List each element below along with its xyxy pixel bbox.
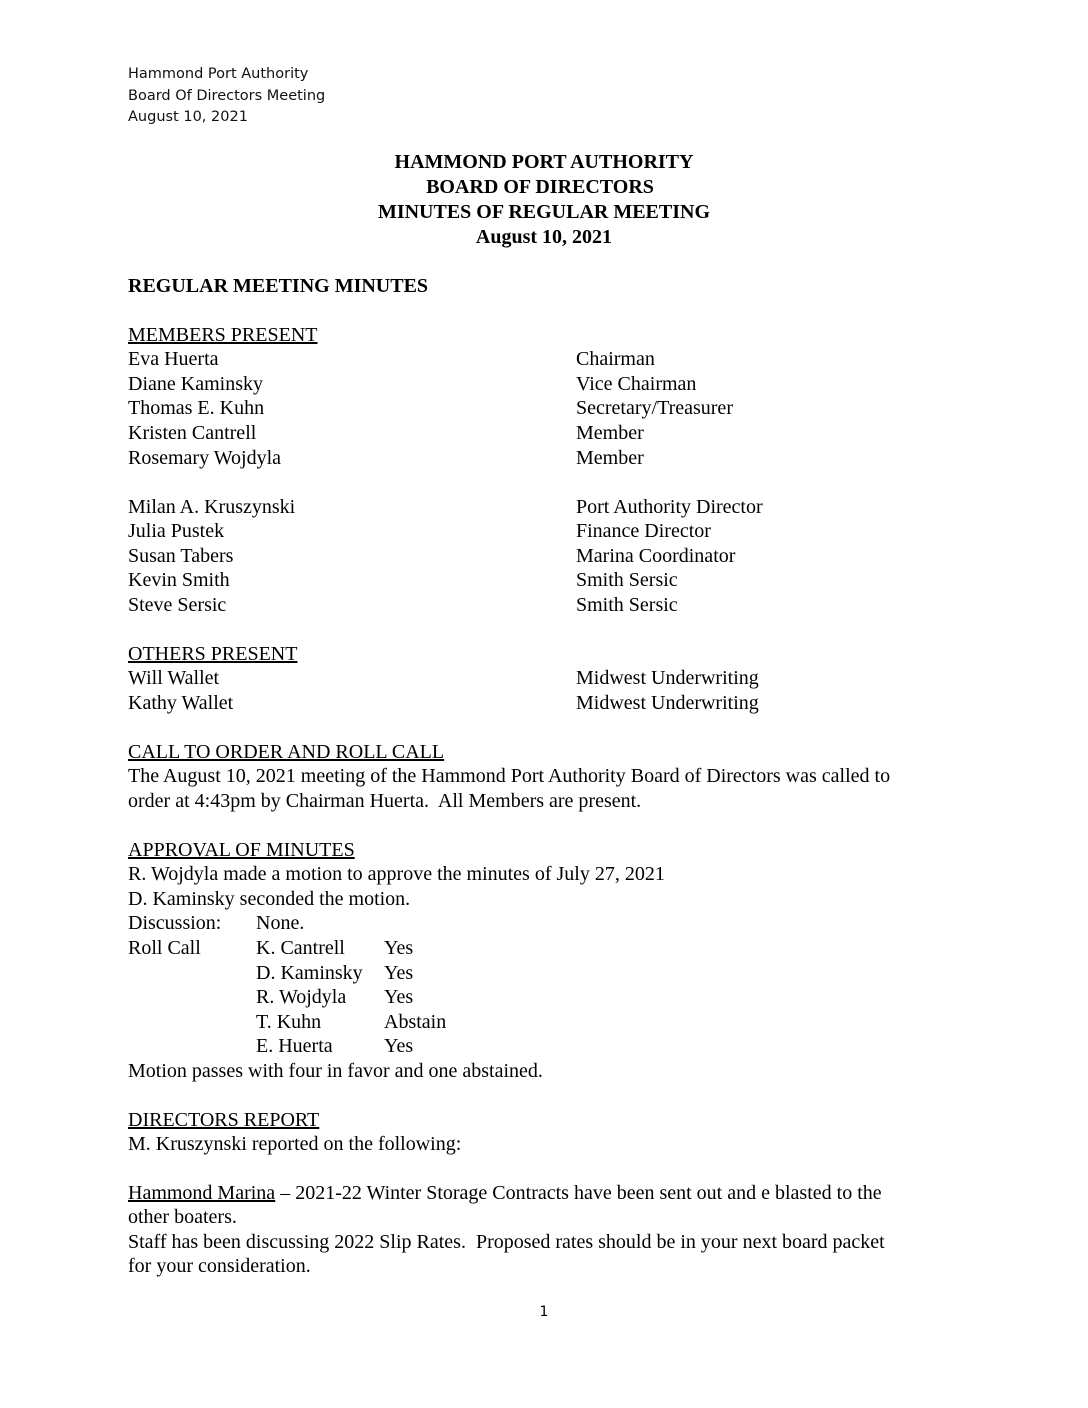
staff-role: Port Authority Director: [576, 496, 763, 518]
approval-result: Motion passes with four in favor and one abstained.: [128, 1060, 543, 1082]
title-line-2: BOARD OF DIRECTORS: [426, 176, 654, 198]
others-present-heading: OTHERS PRESENT: [128, 643, 298, 665]
vote-value: Yes: [384, 937, 414, 959]
staff-name: Susan Tabers: [128, 545, 234, 567]
member-name: Rosemary Wojdyla: [128, 447, 281, 469]
member-role: Vice Chairman: [576, 373, 697, 395]
members-present-heading: MEMBERS PRESENT: [128, 324, 318, 346]
member-role: Member: [576, 447, 644, 469]
marina-paragraph: [128, 1181, 882, 1206]
call-to-order-text-1: The August 10, 2021 meeting of the Hammond Port Authority Board of Directors was called to: [128, 765, 891, 787]
vote-value: Abstain: [384, 1011, 447, 1033]
member-role: Chairman: [576, 348, 655, 370]
slip-rates-text-1: Staff has been discussing 2022 Slip Rates. Proposed rates should be in your next board packet: [128, 1231, 885, 1253]
other-name: Will Wallet: [128, 667, 220, 689]
header-meeting: Board Of Directors Meeting: [128, 87, 326, 104]
title-line-4: August 10, 2021: [475, 226, 613, 248]
member-name: Eva Huerta: [128, 348, 219, 370]
header-date: August 10, 2021: [128, 109, 248, 125]
staff-name: Milan A. Kruszynski: [128, 496, 296, 518]
page-number: 1: [539, 1304, 549, 1320]
other-name: Kathy Wallet: [128, 692, 234, 714]
header-org: Hammond Port Authority: [128, 66, 309, 82]
staff-name: Kevin Smith: [128, 569, 230, 591]
vote-member: R. Wojdyla: [256, 986, 347, 1008]
discussion-value: None.: [256, 912, 305, 934]
approval-second: D. Kaminsky seconded the motion.: [128, 888, 411, 910]
staff-role: Smith Sersic: [576, 594, 678, 616]
vote-value: Yes: [384, 962, 414, 984]
approval-heading: APPROVAL OF MINUTES: [128, 839, 355, 861]
vote-member: E. Huerta: [256, 1035, 333, 1057]
directors-report-heading: DIRECTORS REPORT: [128, 1109, 320, 1131]
other-role: Midwest Underwriting: [576, 692, 759, 714]
member-role: Secretary/Treasurer: [576, 397, 733, 419]
call-to-order-heading: CALL TO ORDER AND ROLL CALL: [128, 741, 445, 763]
marina-text: – 2021-22 Winter Storage Contracts have been sent out and e blasted to the: [275, 1182, 882, 1204]
directors-report-intro: M. Kruszynski reported on the following:: [128, 1133, 462, 1155]
member-name: Diane Kaminsky: [128, 373, 263, 395]
section-heading: REGULAR MEETING MINUTES: [128, 275, 429, 297]
other-role: Midwest Underwriting: [576, 667, 759, 689]
member-role: Member: [576, 422, 644, 444]
member-name: Kristen Cantrell: [128, 422, 257, 444]
vote-member: T. Kuhn: [256, 1011, 322, 1033]
title-line-3: MINUTES OF REGULAR MEETING: [377, 201, 711, 223]
vote-value: Yes: [384, 1035, 414, 1057]
approval-motion: R. Wojdyla made a motion to approve the minutes of July 27, 2021: [128, 863, 665, 885]
discussion-label: Discussion:: [128, 912, 222, 934]
member-name: Thomas E. Kuhn: [128, 397, 265, 419]
roll-call-label: Roll Call: [128, 937, 201, 959]
vote-value: Yes: [384, 986, 414, 1008]
staff-role: Marina Coordinator: [576, 545, 736, 567]
slip-rates-text-2: for your consideration.: [128, 1255, 311, 1277]
title-line-1: HAMMOND PORT AUTHORITY: [394, 151, 694, 173]
vote-member: K. Cantrell: [256, 937, 345, 959]
vote-member: D. Kaminsky: [256, 962, 363, 984]
staff-role: Smith Sersic: [576, 569, 678, 591]
marina-label: Hammond Marina: [128, 1182, 276, 1204]
call-to-order-text-2: order at 4:43pm by Chairman Huerta. All Members are present.: [128, 790, 642, 812]
running-header: [128, 64, 325, 129]
staff-name: Steve Sersic: [128, 594, 227, 616]
staff-role: Finance Director: [576, 520, 711, 542]
marina-text-cont: other boaters.: [128, 1206, 237, 1228]
staff-name: Julia Pustek: [128, 520, 225, 542]
